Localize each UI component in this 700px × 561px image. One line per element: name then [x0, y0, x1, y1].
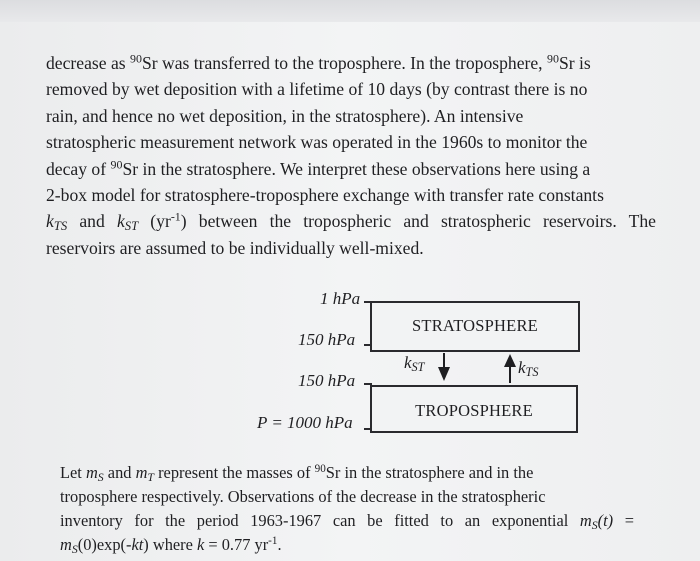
window-top-strip — [0, 0, 700, 22]
text-line: removed by wet deposition with a lifetime of 10 days (by contrast there is no — [46, 79, 588, 100]
pressure-label-strat-bottom: 150 hPa — [298, 330, 356, 349]
text-line: reservoirs are assumed to be individually well-mixed. — [46, 237, 424, 258]
text-line: 2-box model for stratosphere-troposphere exchange with transfer rate constants — [46, 185, 604, 206]
text-line: troposphere respectively. Observations of the decrease in the stratospheric — [60, 487, 546, 506]
text-line: $m_S(0)\exp(-kt)$ where k = 0.77 $yr^{-1}$. — [60, 534, 282, 556]
paragraph-intro — [46, 50, 656, 261]
stratosphere-label: STRATOSPHERE — [412, 316, 538, 335]
pressure-label-trop-top: 150 hPa — [298, 371, 356, 390]
paragraph-observations — [60, 461, 634, 557]
textbook-page — [0, 22, 700, 561]
stratosphere-box — [370, 301, 580, 352]
pressure-label-surface: P = 1000 hPa — [257, 413, 353, 432]
text-line: rain, and hence no wet deposition, in the stratosphere). An intensive — [46, 105, 524, 126]
text-line: inventory for the period 1963-1967 can be fitted to an exponential $m_S(t)$ = — [60, 511, 634, 532]
text-line: stratospheric measurement network was operated in the 1960s to monitor the — [46, 132, 588, 153]
text-line: decay of $^{90}$Sr in the stratosphere. We interpret these observations here using a — [46, 157, 591, 179]
text-line: decrease as $^{90}$Sr was transferred to the troposphere. In the troposphere, $^{90}$Sr is — [46, 51, 591, 73]
text-line: $k_{TS}$ and $k_{ST}$ $(yr^{-1})$ between the tropospheric and stratospheric reservoirs. The — [46, 209, 656, 234]
troposphere-label: TROPOSPHERE — [415, 401, 533, 420]
up-arrow-icon — [503, 353, 517, 383]
text-line: Let $m_S$ and $m_T$ represent the masses of $^{90}$Sr in the stratosphere and in the — [60, 462, 534, 484]
k-ts-label: $k_{TS}$ — [518, 358, 539, 380]
troposphere-box — [370, 385, 578, 433]
k-st-label: $k_{ST}$ — [404, 353, 425, 375]
pressure-label-top: 1 hPa — [320, 289, 361, 308]
down-arrow-icon — [437, 353, 451, 383]
